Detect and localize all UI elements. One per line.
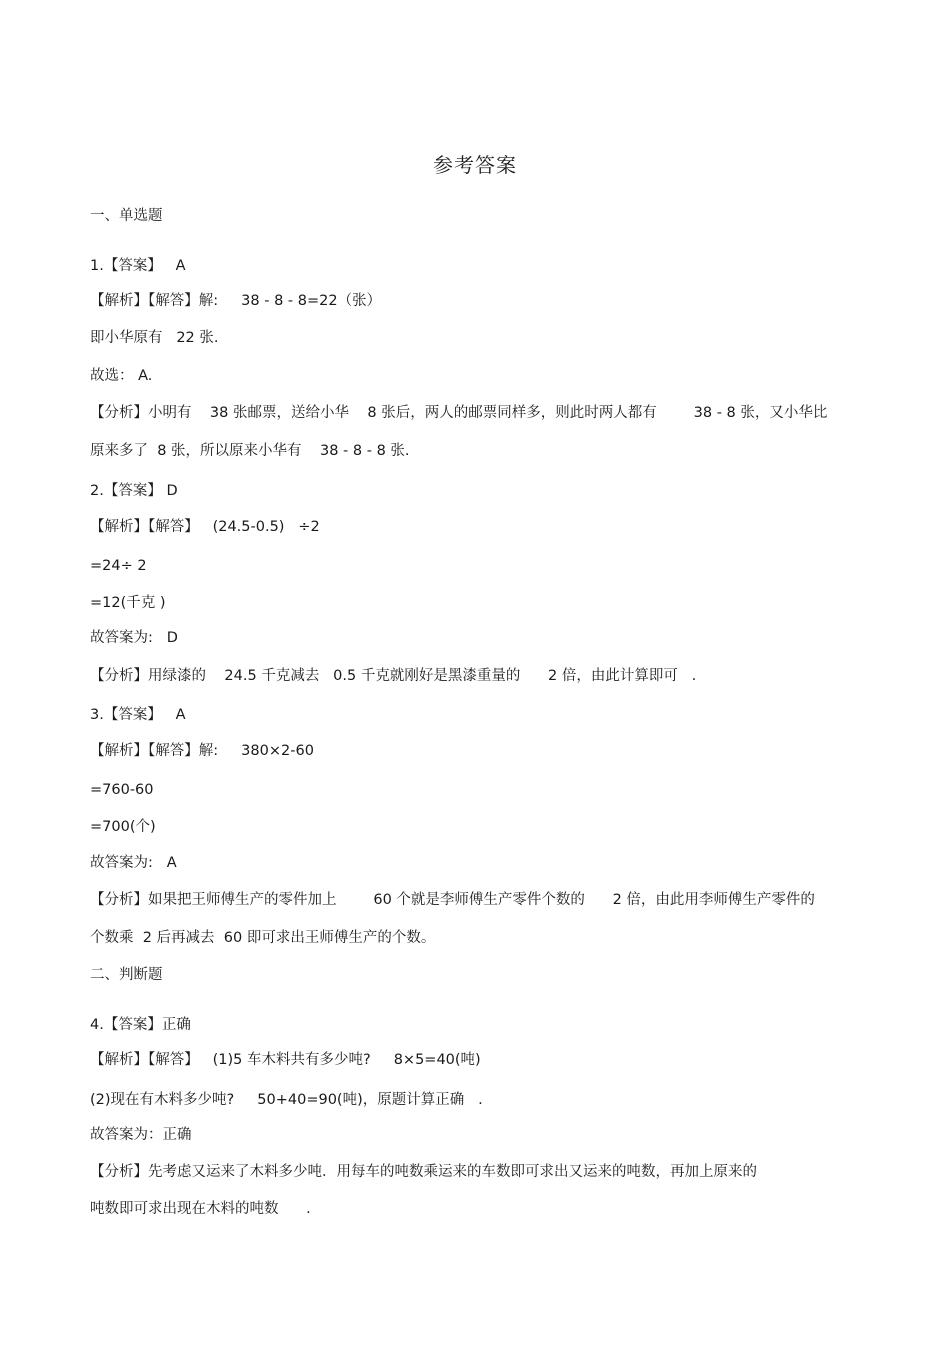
q1-choice: 故选： A. <box>90 368 153 384</box>
section-heading-true-false: 二、判断题 <box>90 967 163 983</box>
q3-choice: 故答案为: A <box>90 855 177 871</box>
q3-analysis-continued: 个数乘 2 后再减去 60 即可求出王师傅生产的个数。 <box>90 930 436 946</box>
q2-solution-line: =24÷ 2 <box>90 558 147 574</box>
q1-answer: 1.【答案】 A <box>90 258 186 274</box>
q2-analysis: 【分析】用绿漆的 24.5 千克减去 0.5 千克就刚好是黑漆重量的 2 倍，由此计算即可 . <box>90 668 697 684</box>
q4-answer: 4.【答案】正确 <box>90 1017 191 1033</box>
q3-solution-line: 【解析】【解答】解: 380×2-60 <box>90 743 314 759</box>
q1-solution-line: 【解析】【解答】解: 38 - 8 - 8=22（张） <box>90 293 382 309</box>
q4-analysis-continued: 吨数即可求出现在木料的吨数 . <box>90 1201 311 1217</box>
q1-solution-line: 即小华原有 22 张. <box>90 330 219 346</box>
q3-solution-line: =700(个) <box>90 819 156 835</box>
q2-solution-line: 【解析】【解答】 (24.5-0.5) ÷2 <box>90 519 320 535</box>
q4-solution-line: 【解析】【解答】 (1)5 车木料共有多少吨? 8×5=40(吨) <box>90 1052 481 1068</box>
q4-solution-line: (2)现在有木料多少吨? 50+40=90(吨)，原题计算正确 . <box>90 1092 483 1108</box>
q1-analysis-continued: 原来多了 8 张，所以原来小华有 38 - 8 - 8 张. <box>90 443 410 459</box>
q2-answer: 2.【答案】 D <box>90 483 178 499</box>
q2-choice: 故答案为: D <box>90 630 178 646</box>
section-heading-single-choice: 一、单选题 <box>90 208 163 224</box>
q3-answer: 3.【答案】 A <box>90 707 186 723</box>
page-title: 参考答案 <box>433 153 517 177</box>
q4-analysis: 【分析】先考虑又运来了木料多少吨．用每车的吨数乘运来的车数即可求出又运来的吨数，再加上原来的 <box>90 1164 757 1180</box>
q2-solution-line: =12(千克 ) <box>90 595 166 611</box>
q1-analysis: 【分析】小明有 38 张邮票，送给小华 8 张后，两人的邮票同样多，则此时两人都有 38 - 8 张，又小华比 <box>90 405 828 421</box>
q4-choice: 故答案为：正确 <box>90 1127 192 1143</box>
q3-analysis: 【分析】如果把王师傅生产的零件加上 60 个就是李师傅生产零件个数的 2 倍，由此用李师傅生产零件的 <box>90 892 815 908</box>
q3-solution-line: =760-60 <box>90 782 154 798</box>
